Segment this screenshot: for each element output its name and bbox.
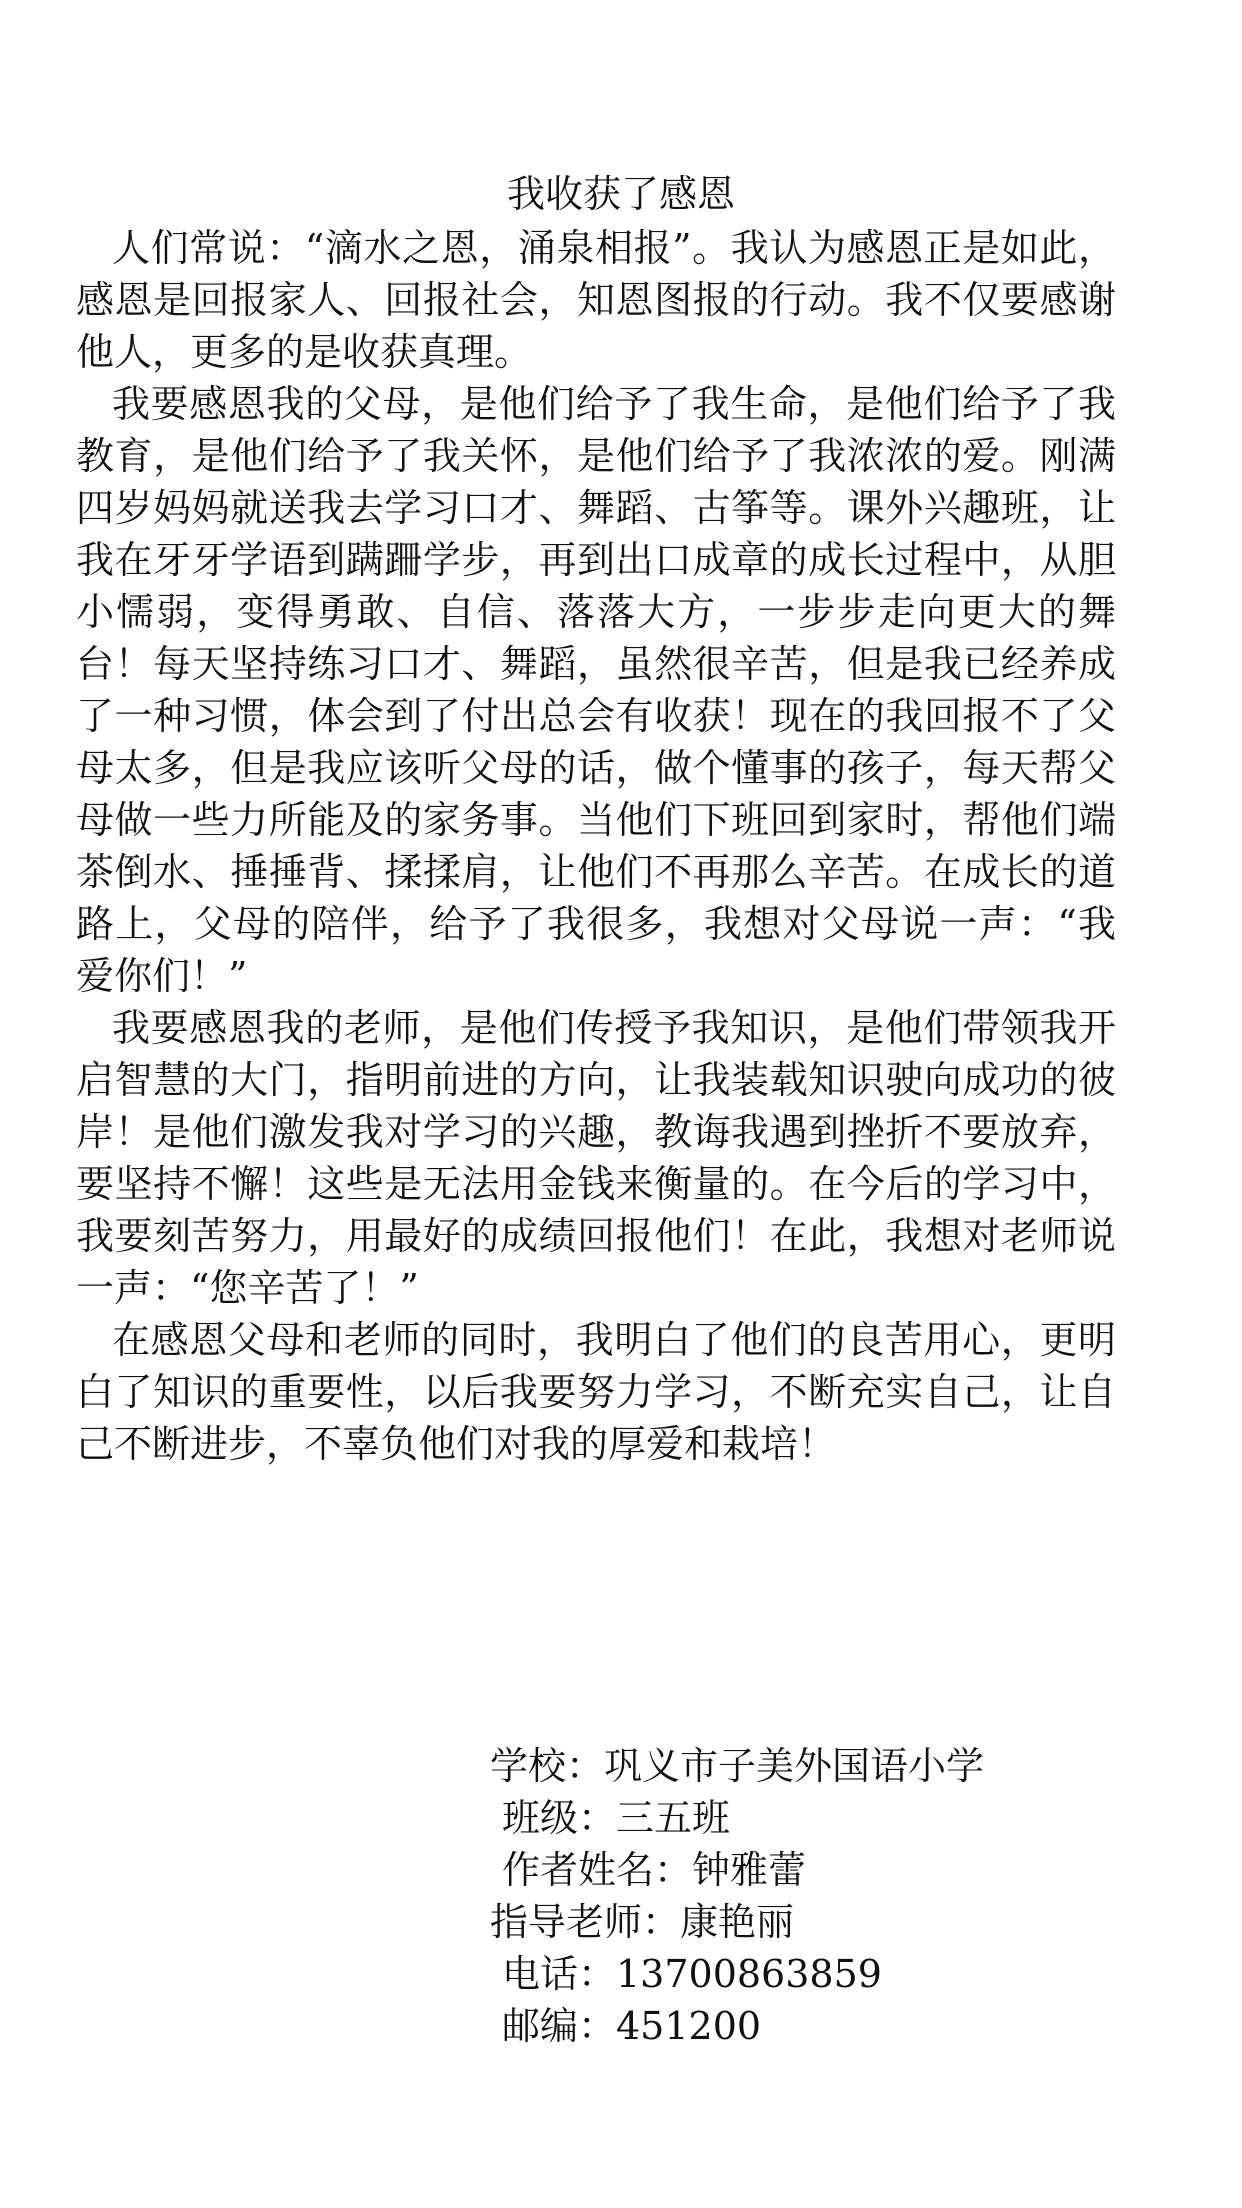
postcode-line: 邮编：451200: [502, 2004, 762, 2048]
school-line: 学校：巩义市子美外国语小学: [490, 1744, 985, 1788]
class-line: 班级：三五班: [502, 1796, 731, 1840]
paragraph-3: 我要感恩我的老师，是他们传授予我知识，是他们带领我开启智慧的大门，指明前进的方向，让我装载知识驶向成功的彼岸！是他们激发我对学习的兴趣，教诲我遇到挫折不要放弃，要坚持不懈！这些是无法用金钱来衡量的。在今后的学习中，我要刻苦努力，用最好的成绩回报他们！在此，我想对老师说一声：“您辛苦了！”: [76, 1006, 1116, 1310]
author-info: [490, 1740, 1130, 2052]
paragraph-1: 人们常说：“滴水之恩，涌泉相报”。我认为感恩正是如此，感恩是回报家人、回报社会，知恩图报的行动。我不仅要感谢他人，更多的是收获真理。: [76, 226, 1116, 374]
essay-body: [76, 222, 1116, 1470]
essay-title: 我收获了感恩: [506, 172, 735, 216]
author-line: 作者姓名：钟雅蕾: [502, 1848, 807, 1892]
paragraph-2: 我要感恩我的父母，是他们给予了我生命，是他们给予了我教育，是他们给予了我关怀，是他们给予了我浓浓的爱。刚满四岁妈妈就送我去学习口才、舞蹈、古筝等。课外兴趣班，让我在牙牙学语到蹒跚学步，再到出口成章的成长过程中，从胆小懦弱，变得勇敢、自信、落落大方，一步步走向更大的舞台！每天坚持练习口才、舞蹈，虽然很辛苦，但是我已经养成了一种习惯，体会到了付出总会有收获！现在的我回报不了父母太多，但是我应该听父母的话，做个懂事的孩子，每天帮父母做一些力所能及的家务事。当他们下班回到家时，帮他们端茶倒水、捶捶背、揉揉肩，让他们不再那么辛苦。在成长的道路上，父母的陪伴，给予了我很多，我想对父母说一声：“我爱你们！”: [76, 382, 1116, 998]
paragraph-4: 在感恩父母和老师的同时，我明白了他们的良苦用心，更明白了知识的重要性，以后我要努力学习，不断充实自己，让自己不断进步，不辜负他们对我的厚爱和栽培！: [76, 1318, 1116, 1466]
teacher-line: 指导老师：康艳丽: [490, 1900, 795, 1944]
phone-line: 电话：13700863859: [502, 1952, 882, 1996]
